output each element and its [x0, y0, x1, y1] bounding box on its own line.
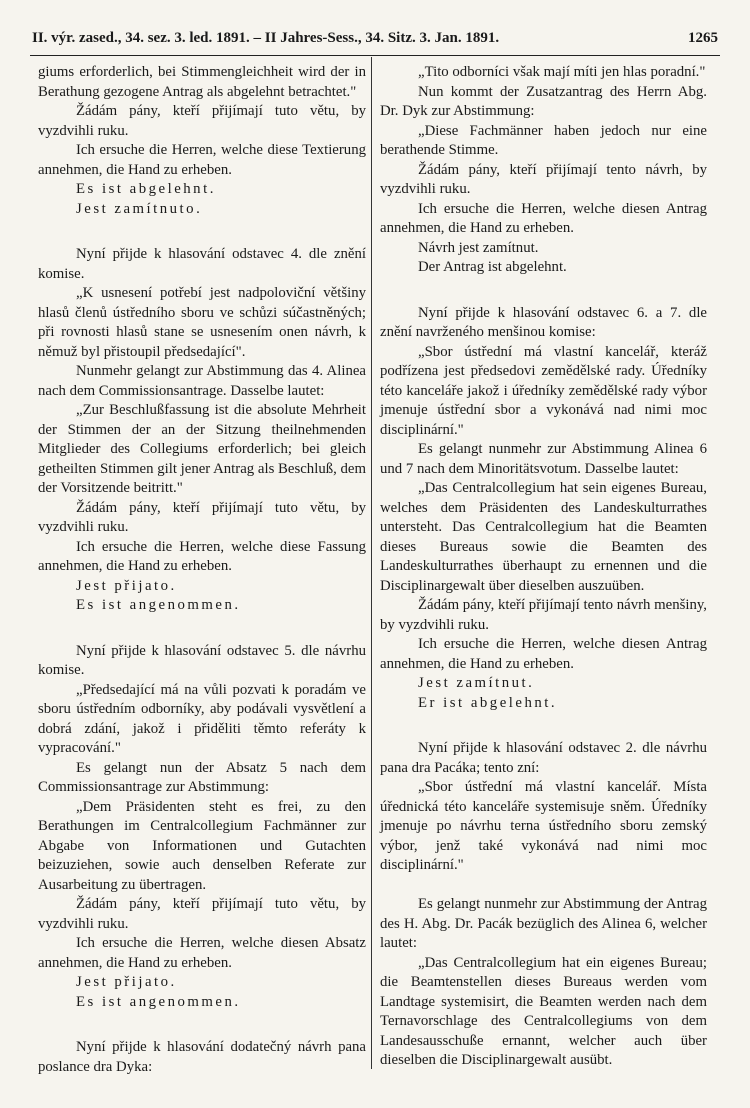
paragraph: Jest přijato.: [76, 974, 177, 990]
paragraph: Ich ersuche die Herren, welche diesen Antrag annehmen, die Hand zu erheben.: [380, 200, 707, 236]
paragraph: „Tito odborníci však mají míti jen hlas poradní.": [418, 64, 706, 80]
spacer: [38, 616, 366, 642]
paragraph: Jest přijato.: [76, 577, 177, 594]
paragraph: Ich ersuche die Herren, welche diesen Antrag annehmen, die Hand zu erheben.: [380, 636, 707, 672]
paragraph: Nyní přijde k hlasování dodatečný návrh pana poslance dra Dyka:: [38, 1039, 366, 1075]
paragraph: Žádám pány, kteří přijímají tento návrh, by vyzdvihli ruku.: [380, 161, 707, 197]
paragraph: Er ist abgelehnt.: [418, 694, 558, 711]
paragraph: „Sbor ústřední má vlastní kancelář. Místa úřednická této kanceláře systemisuje sněm. Úředníky jmenuje po návrhu terna ústředního sboru zemský výbor, jenž také vykonává nad nimi moc disciplinární.": [380, 779, 707, 873]
paragraph: Es ist angenommen.: [76, 597, 241, 613]
paragraph: Nyní přijde k hlasování odstavec 4. dle znění komise.: [38, 246, 366, 282]
spacer: [38, 1012, 366, 1038]
paragraph: „Das Centralcollegium hat ein eigenes Bureau; die Beamtenstellen dieses Bureaus werden vom Landtage systemisirt, die Beamten werden nach dem Ternavorschlage des Centralcollegiums von dem Landesausschuße ernannt, welcher auch über dieselben die Disciplinargewalt ausübt.: [380, 954, 707, 1068]
paragraph: Ich ersuche die Herren, welche diese Textierung annehmen, die Hand zu erheben.: [38, 142, 366, 178]
header-title: II. výr. zased., 34. sez. 3. led. 1891. – II Jahres-Sess., 34. Sitz. 3. Jan. 1891.: [32, 30, 500, 46]
paragraph: Ich ersuche die Herren, welche diesen Absatz annehmen, die Hand zu erheben.: [38, 935, 366, 971]
paragraph: Nun kommt der Zusatzantrag des Herrn Abg. Dr. Dyk zur Abstimmung:: [380, 83, 707, 119]
paragraph: „Předsedající má na vůli pozvati k poradám ve sboru ústředním odborníky, aby podávali vysvětlení a dobrá zdání, jakož i přiděliti těmto referáty k vypracování.": [38, 681, 366, 756]
paragraph: Jest zamítnuto.: [76, 200, 203, 217]
paragraph: „K usnesení potřebí jest nadpoloviční většiny hlasů členů ústředního sboru ve schůzi súčastněných; při rovnosti hlasů stane se usnesením onen návrh, k němuž byl přistoupil předsedající".: [38, 285, 366, 360]
paragraph: Žádám pány, kteří přijímají tuto větu, by vyzdvihli ruku.: [38, 103, 366, 139]
spacer: [380, 278, 707, 304]
paragraph: Nunmehr gelangt zur Abstimmung das 4. Alinea nach dem Commissionsantrage. Dasselbe lautet:: [38, 363, 366, 399]
column-divider: [371, 57, 372, 1069]
paragraph: Es gelangt nun der Absatz 5 nach dem Commissionsantrage zur Abstimmung:: [38, 759, 366, 795]
paragraph: Nyní přijde k hlasování odstavec 2. dle návrhu pana dra Pacáka; tento zní:: [380, 740, 707, 776]
paragraph: „Diese Fachmänner haben jedoch nur eine berathende Stimme.: [380, 122, 707, 158]
paragraph: Der Antrag ist abgelehnt.: [418, 259, 567, 275]
paragraph: Návrh jest zamítnut.: [418, 239, 539, 256]
paragraph: Es gelangt nunmehr zur Abstimmung Alinea 6 und 7 nach dem Minoritätsvotum. Dasselbe lautet:: [380, 441, 707, 477]
paragraph: Žádám pány, kteří přijímají tuto větu, by vyzdvihli ruku.: [38, 499, 366, 535]
paragraph: Nyní přijde k hlasování odstavec 5. dle návrhu komise.: [38, 642, 366, 678]
paragraph: Jest zamítnut.: [418, 675, 535, 691]
spacer: [380, 713, 707, 739]
paragraph: Žádám pány, kteří přijímají tento návrh menšiny, by vyzdvihli ruku.: [380, 597, 708, 633]
spacer: [38, 219, 366, 245]
paragraph: Ich ersuche die Herren, welche diese Fassung annehmen, die Hand zu erheben.: [38, 538, 366, 574]
paragraph: „Zur Beschlußfassung ist die absolute Mehrheit der Stimmen der an der Sitzung theilnehmenden Mitglieder des Collegiums erforderlich; bei gleich getheilten Stimmen gilt jener Antrag als Beschluß, dem der Vorsitzende beitritt.": [38, 402, 366, 496]
paragraph: „Dem Präsidenten steht es frei, zu den Berathungen im Centralcollegium Fachmänner zur Abgabe von Informationen und Gutachten beizuziehen, sowie auch denselben Referate zur Ausarbeitung zu übertragen.: [38, 798, 366, 893]
paragraph: Es ist abgelehnt.: [76, 181, 216, 197]
page-number: 1265: [688, 30, 718, 46]
paragraph: giums erforderlich, bei Stimmengleichheit wird der in Berathung gezogene Antrag als abgelehnt betrachtet.": [38, 64, 366, 100]
paragraph: „Das Centralcollegium hat sein eigenes Bureau, welches dem Präsidenten des Landeskulturrathes untersteht. Das Centralcollegium hat die Beamten dieses Bureaus sowie die Beamten des Landeskulturrathes überhaupt zu ernennen und die Disciplinargewalt über dieselben auszuüben.: [380, 480, 707, 594]
page-header: [32, 30, 718, 47]
paragraph: Žádám pány, kteří přijímají tuto větu, by vyzdvihli ruku.: [38, 896, 366, 932]
paragraph: Es ist angenommen.: [76, 993, 241, 1010]
paragraph: Nyní přijde k hlasování odstavec 6. a 7. dle znění navrženého menšinou komise:: [380, 304, 707, 340]
paragraph: „Sbor ústřední má vlastní kancelář, kteráž podřízena jest předsedovi zemědělské rady. Úředníky této kanceláře jakož i úředníky zemědělské rady výbor jmenuje ústřední sbor a vykonává nad nimi moc disciplinární.": [380, 343, 707, 438]
spacer: [380, 876, 707, 896]
right-column: [380, 63, 707, 1071]
paragraph: Es gelangt nunmehr zur Abstimmung der Antrag des H. Abg. Dr. Pacák bezüglich des Alinea 6, welcher lautet:: [380, 896, 707, 951]
header-rule: [30, 55, 720, 56]
left-column: [38, 63, 366, 1077]
